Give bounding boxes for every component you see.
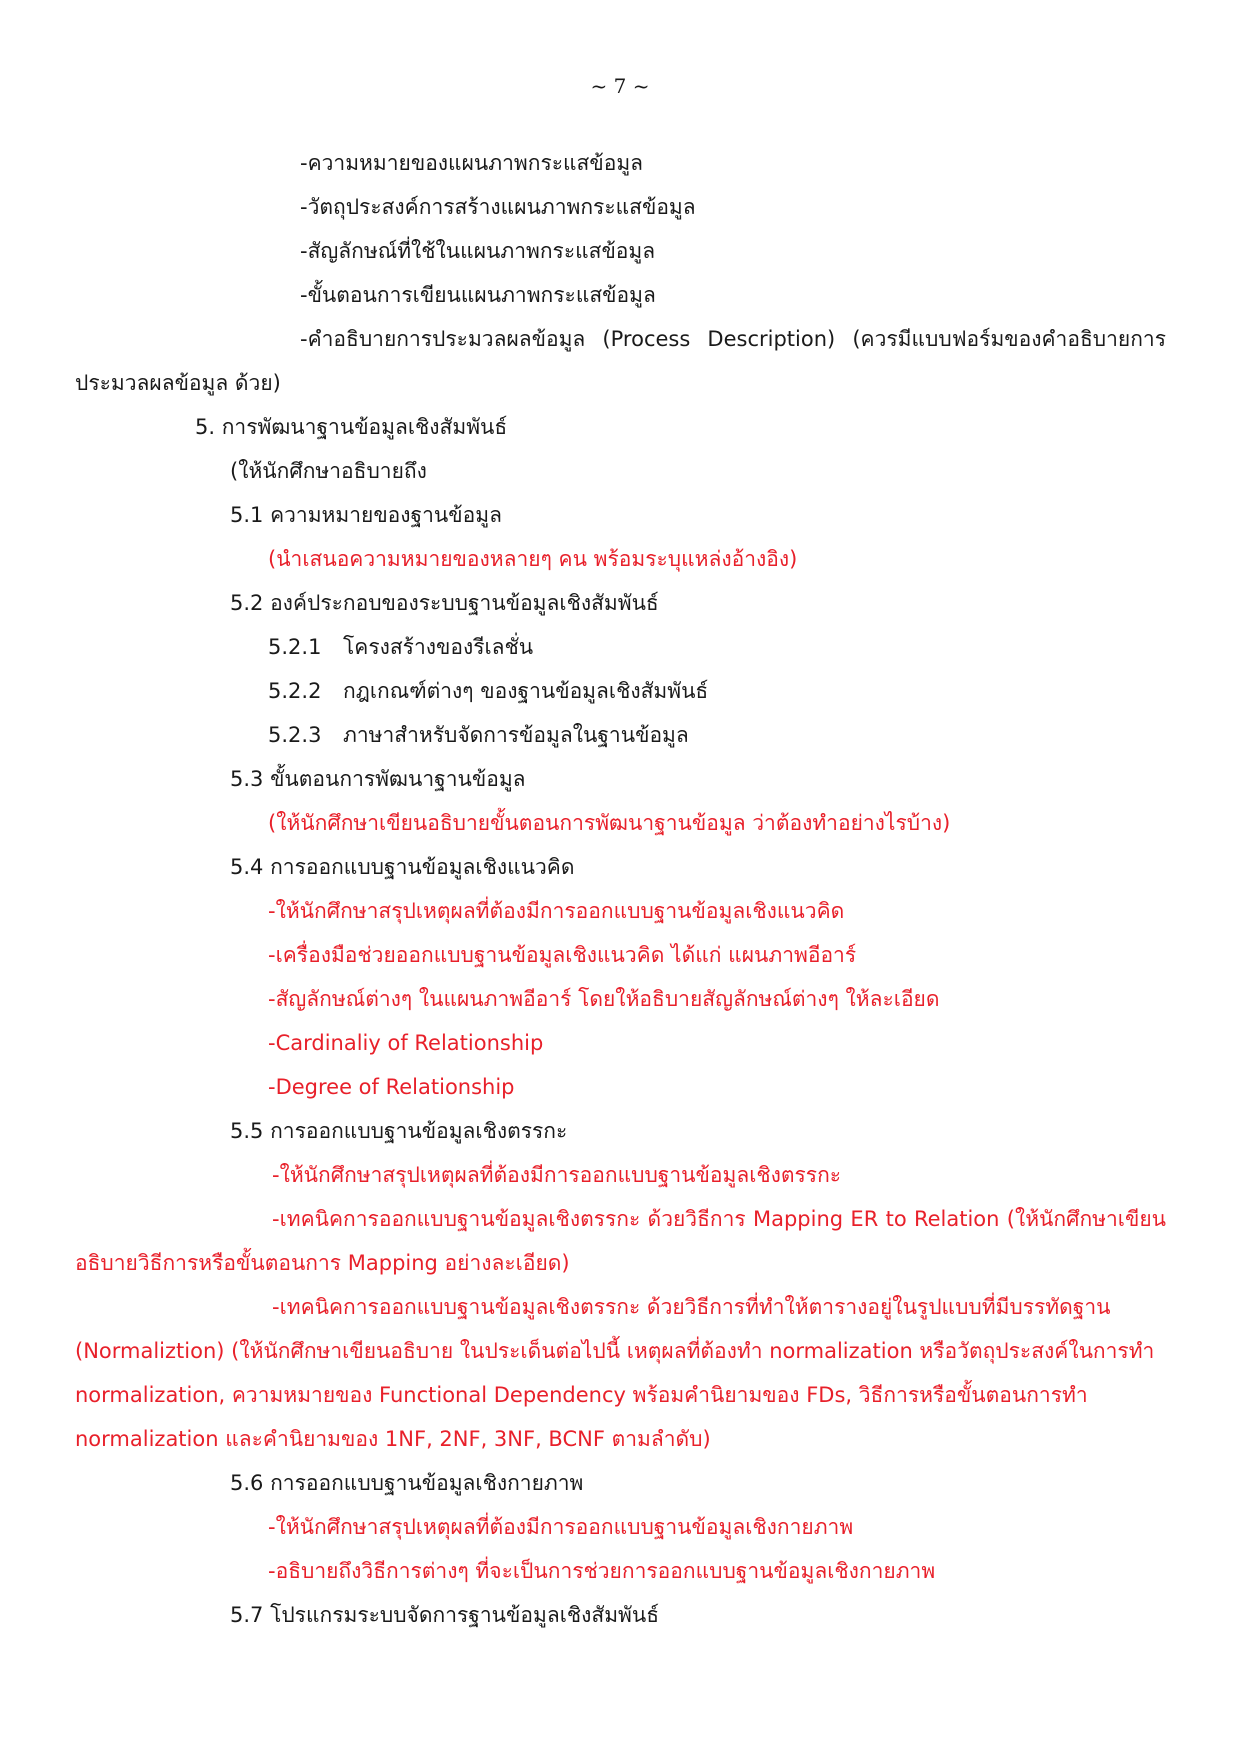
section5-2-2-item: [268, 676, 708, 706]
section5-7-title: 5.7 โปรแกรมระบบจัดการฐานข้อมูลเชิงสัมพันธ์: [230, 1603, 660, 1627]
dfd-meaning-item: -ความหมายของแผนภาพกระแสข้อมูล: [300, 151, 644, 175]
section5-4-item: -Cardinaliy of Relationship: [268, 1031, 544, 1055]
section5-5-title: 5.5 การออกแบบฐานข้อมูลเชิงตรรกะ: [230, 1119, 568, 1143]
item-number: 5.2.3: [268, 723, 322, 747]
dfd-steps-item: -ขั้นตอนการเขียนแผนภาพกระแสข้อมูล: [300, 283, 656, 307]
section5-3-title: 5.3 ขั้นตอนการพัฒนาฐานข้อมูล: [230, 767, 526, 791]
section5-6-item: -อธิบายถึงวิธีการต่างๆ ที่จะเป็นการช่วยการออกแบบฐานข้อมูลเชิงกายภาพ: [268, 1559, 936, 1583]
item-number: 5.2.1: [268, 635, 322, 659]
section5-5-item2-line2: อธิบายวิธีการหรือขั้นตอนการ Mapping อย่างละเอียด): [75, 1251, 570, 1275]
section5-6-item: -ให้นักศึกษาสรุปเหตุผลที่ต้องมีการออกแบบฐานข้อมูลเชิงกายภาพ: [268, 1515, 854, 1539]
section5-5-item1: -ให้นักศึกษาสรุปเหตุผลที่ต้องมีการออกแบบฐานข้อมูลเชิงตรรกะ: [272, 1163, 842, 1187]
section5-title: 5. การพัฒนาฐานข้อมูลเชิงสัมพันธ์: [195, 415, 508, 439]
section5-2-1-item: [268, 632, 533, 662]
section5-4-item: -ให้นักศึกษาสรุปเหตุผลที่ต้องมีการออกแบบฐานข้อมูลเชิงแนวคิด: [268, 899, 845, 923]
dfd-symbols-item: -สัญลักษณ์ที่ใช้ในแผนภาพกระแสข้อมูล: [300, 239, 656, 263]
section5-2-3-item: [268, 720, 689, 750]
item-number: 5.2.2: [268, 679, 322, 703]
section5-5-item3-line4: normalization และคำนิยามของ 1NF, 2NF, 3NF, BCNF ตามลำดับ): [75, 1427, 711, 1451]
section5-1-title: 5.1 ความหมายของฐานข้อมูล: [230, 503, 502, 527]
section5-5-item3-line3: normalization, ความหมายของ Functional Dependency พร้อมคำนิยามของ FDs, วิธีการหรือขั้นตอนการทำ: [75, 1383, 1088, 1407]
section5-1-note: (นำเสนอความหมายของหลายๆ คน พร้อมระบุแหล่งอ้างอิง): [268, 547, 798, 571]
section5-3-note: (ให้นักศึกษาเขียนอธิบายขั้นตอนการพัฒนาฐานข้อมูล ว่าต้องทำอย่างไรบ้าง): [268, 811, 951, 835]
section5-5-item3-line2: (Normaliztion) (ให้นักศึกษาเขียนอธิบาย ในประเด็นต่อไปนี้ เหตุผลที่ต้องทำ normalization หรือวัตถุประสงค์ในการทำ: [75, 1339, 1155, 1363]
section5-4-title: 5.4 การออกแบบฐานข้อมูลเชิงแนวคิด: [230, 855, 575, 879]
section5-6-title: 5.6 การออกแบบฐานข้อมูลเชิงกายภาพ: [230, 1471, 584, 1495]
item-text: ภาษาสำหรับจัดการข้อมูลในฐานข้อมูล: [343, 723, 689, 747]
section5-4-item: -สัญลักษณ์ต่างๆ ในแผนภาพอีอาร์ โดยให้อธิบายสัญลักษณ์ต่างๆ ให้ละเอียด: [268, 987, 940, 1011]
section5-5-item3-line1: -เทคนิคการออกแบบฐานข้อมูลเชิงตรรกะ ด้วยวิธีการที่ทำให้ตารางอยู่ในรูปแบบที่มีบรรทัดฐาน: [272, 1295, 1111, 1319]
section5-4-item: -Degree of Relationship: [268, 1075, 515, 1099]
process-description-line2: ประมวลผลข้อมูล ด้วย): [75, 371, 281, 395]
item-text: กฎเกณฑ์ต่างๆ ของฐานข้อมูลเชิงสัมพันธ์: [343, 679, 709, 703]
dfd-objective-item: -วัตถุประสงค์การสร้างแผนภาพกระแสข้อมูล: [300, 195, 696, 219]
section5-4-item: -เครื่องมือช่วยออกแบบฐานข้อมูลเชิงแนวคิด ได้แก่ แผนภาพอีอาร์: [268, 943, 857, 967]
section5-intro: (ให้นักศึกษาอธิบายถึง: [230, 459, 427, 483]
section5-2-title: 5.2 องค์ประกอบของระบบฐานข้อมูลเชิงสัมพันธ์: [230, 591, 659, 615]
item-text: โครงสร้างของรีเลชั่น: [343, 635, 534, 659]
process-description-line1: -คำอธิบายการประมวลผลข้อมูล (Process Description) (ควรมีแบบฟอร์มของคำอธิบายการ: [300, 327, 1166, 351]
page-number: ~ 7 ~: [590, 74, 650, 98]
section5-5-item2-line1: -เทคนิคการออกแบบฐานข้อมูลเชิงตรรกะ ด้วยวิธีการ Mapping ER to Relation (ให้นักศึกษาเขียน: [272, 1207, 1166, 1231]
